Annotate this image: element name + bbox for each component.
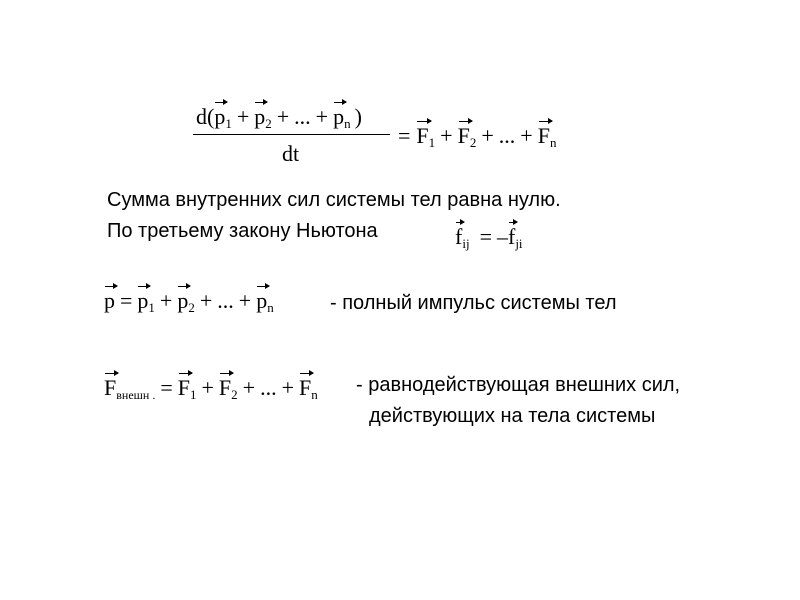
eq1-rhs: [398, 123, 557, 150]
newton3-sub-ij: ij: [462, 236, 470, 251]
momentum-plus1: +: [159, 288, 173, 313]
eq1-Fn: F: [537, 123, 550, 148]
eq1-sub2: 2: [265, 116, 272, 131]
internal-forces-line1: Сумма внутренних сил системы тел равна нулю.: [107, 189, 561, 211]
eq1-subn: n: [344, 116, 351, 131]
newton3-f2: f: [507, 224, 516, 249]
eq1-pn: p: [333, 104, 345, 129]
eq1-F-sub1: 1: [428, 135, 436, 150]
momentum-subn: n: [267, 300, 274, 315]
external-Fn: F: [299, 375, 312, 400]
external-equals: =: [160, 375, 173, 400]
newton3-sub-ji: ji: [515, 236, 523, 251]
external-force-description-line1: - равнодействующая внешних сил,: [356, 374, 681, 396]
newton3-f1: f: [455, 224, 463, 249]
external-plus3: +: [281, 375, 295, 400]
momentum-equals: =: [120, 288, 133, 313]
momentum-sub1: 1: [148, 300, 155, 315]
external-plus1: +: [201, 375, 214, 400]
external-subn: n: [311, 387, 318, 402]
eq1-F-dots: ...: [498, 123, 516, 148]
eq1-plus2: +: [276, 104, 290, 129]
eq1-sub1: 1: [225, 116, 232, 131]
eq1-F2: F: [457, 123, 470, 148]
momentum-p2: p: [177, 288, 189, 313]
external-F: F: [104, 375, 117, 400]
eq1-plus1: +: [236, 104, 250, 129]
momentum-p1: p: [137, 288, 149, 313]
external-dots: ...: [260, 375, 277, 400]
newton3-equals: =: [479, 224, 492, 249]
momentum-description: - полный импульс системы тел: [330, 292, 617, 314]
eq1-dots: ...: [294, 104, 311, 129]
eq1-F1: F: [416, 123, 429, 148]
eq1-F-subn: n: [549, 135, 557, 150]
eq1-lparen: (: [207, 104, 215, 129]
eq1-plus3: +: [315, 104, 329, 129]
eq1-equals: =: [398, 123, 411, 148]
momentum-formula: [104, 288, 274, 315]
eq1-fraction-line: [193, 134, 390, 135]
eq1-numerator: [196, 104, 362, 131]
external-F1: F: [177, 375, 190, 400]
external-sub1: 1: [190, 387, 197, 402]
eq1-d: d: [196, 104, 207, 129]
eq1-F-plus3: +: [520, 123, 533, 148]
newton3-formula: [455, 224, 523, 251]
eq1-denominator: dt: [282, 141, 300, 166]
external-force-formula: [104, 375, 318, 402]
external-plus2: +: [242, 375, 256, 400]
external-sub-ext: внешн .: [116, 388, 156, 402]
external-force-description-line2: действующих на тела системы: [369, 405, 656, 427]
momentum-plus2: +: [199, 288, 213, 313]
momentum-dots: ...: [217, 288, 234, 313]
momentum-plus3: +: [238, 288, 252, 313]
internal-forces-line2: По третьему закону Ньютона: [107, 220, 378, 242]
momentum-pn: p: [256, 288, 268, 313]
momentum-p: p: [104, 288, 115, 313]
eq1-rparen: ): [354, 104, 362, 129]
external-sub2: 2: [231, 387, 238, 402]
eq1-p1: p: [214, 104, 226, 129]
eq1-p2: p: [254, 104, 266, 129]
external-F2: F: [218, 375, 232, 400]
newton3-minus: –: [496, 224, 508, 249]
eq1-F-sub2: 2: [469, 135, 477, 150]
eq1-F-plus1: +: [440, 123, 453, 148]
eq1-F-plus2: +: [481, 123, 494, 148]
momentum-sub2: 2: [188, 300, 195, 315]
